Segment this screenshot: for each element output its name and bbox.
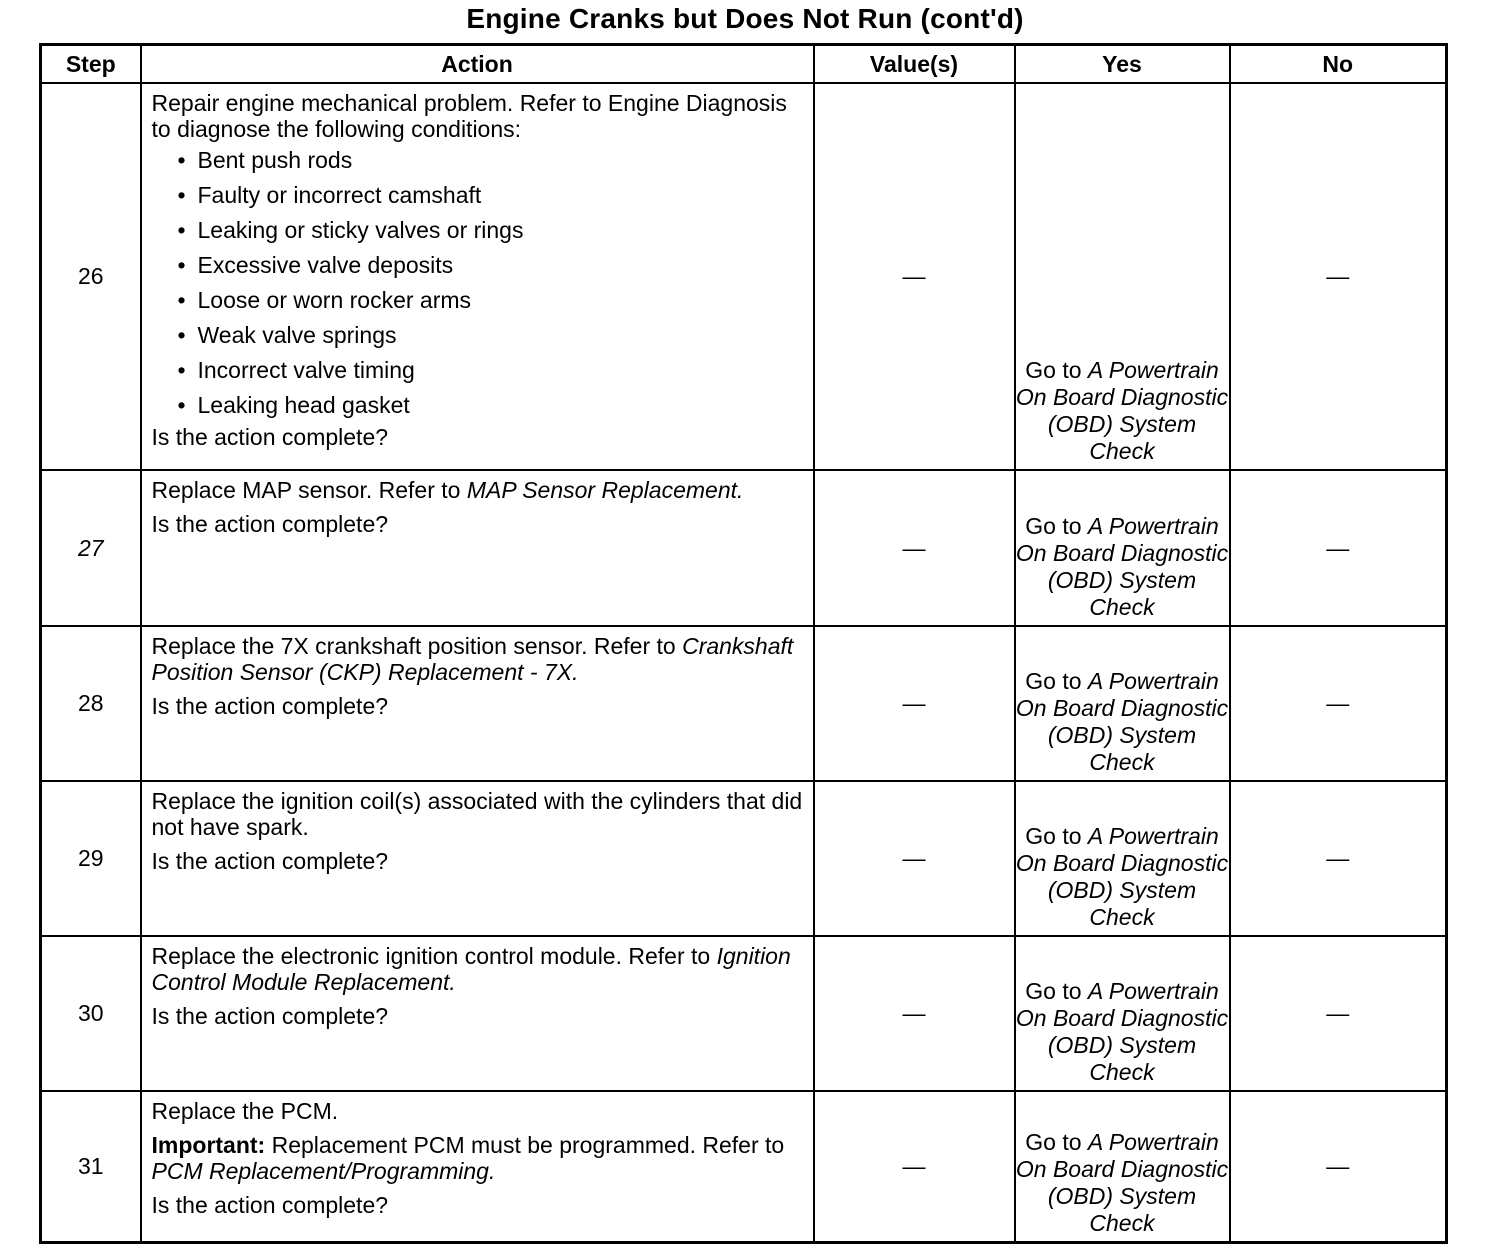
table-row bbox=[41, 781, 1447, 936]
action-cell bbox=[141, 936, 814, 1091]
important-text: Replacement PCM must be programmed. Refer to bbox=[265, 1132, 785, 1158]
yes-go-to: Go to bbox=[1025, 823, 1088, 849]
action-cell bbox=[141, 781, 814, 936]
yes-go-to: Go to bbox=[1025, 668, 1088, 694]
yes-cell bbox=[1015, 936, 1230, 1091]
values-cell: — bbox=[814, 626, 1015, 781]
table-row bbox=[41, 470, 1447, 626]
list-item-text: Faulty or incorrect camshaft bbox=[197, 182, 482, 208]
action-text-main: Replace the 7X crankshaft position sensor. Refer to bbox=[151, 633, 683, 659]
list-item bbox=[178, 182, 805, 208]
bullet-icon: • bbox=[177, 182, 186, 208]
action-question: Is the action complete? bbox=[151, 693, 389, 719]
table-row bbox=[41, 626, 1447, 781]
list-item bbox=[178, 392, 805, 418]
list-item bbox=[178, 217, 805, 243]
action-reference: Ignition Control Module Replacement. bbox=[151, 943, 791, 995]
action-reference: MAP Sensor Replacement. bbox=[466, 477, 744, 503]
yes-reference: A Powertrain On Board Diagnostic (OBD) System Check bbox=[1015, 357, 1229, 464]
yes-go-to: Go to bbox=[1025, 1129, 1088, 1155]
yes-reference: A Powertrain On Board Diagnostic (OBD) System Check bbox=[1015, 1129, 1229, 1236]
action-question: Is the action complete? bbox=[151, 1003, 389, 1029]
diagnostic-table bbox=[39, 43, 1448, 1244]
important-note bbox=[152, 1132, 805, 1184]
no-cell: — bbox=[1230, 781, 1447, 936]
list-item-text: Weak valve springs bbox=[197, 322, 397, 348]
action-reference: PCM Replacement/Programming. bbox=[151, 1158, 496, 1184]
action-cell bbox=[141, 470, 814, 626]
values-cell: — bbox=[814, 470, 1015, 626]
action-reference: Crankshaft Position Sensor (CKP) Replacement - 7X. bbox=[151, 633, 794, 685]
yes-go-to: Go to bbox=[1025, 357, 1088, 383]
values-cell: — bbox=[814, 936, 1015, 1091]
step-number: 30 bbox=[41, 936, 141, 1091]
action-text: Repair engine mechanical problem. Refer to Engine Diagnosis to diagnose the following conditions: bbox=[151, 90, 787, 142]
yes-go-to: Go to bbox=[1025, 978, 1088, 1004]
column-header-values: Value(s) bbox=[814, 45, 1015, 84]
table-row bbox=[41, 1091, 1447, 1243]
action-text: Replace the PCM. bbox=[151, 1098, 339, 1124]
table-row bbox=[41, 83, 1447, 470]
action-text-main: Replace MAP sensor. Refer to bbox=[151, 477, 467, 503]
yes-cell bbox=[1015, 1091, 1230, 1243]
bullet-icon: • bbox=[177, 392, 186, 418]
action-question: Is the action complete? bbox=[151, 848, 389, 874]
list-item-text: Loose or worn rocker arms bbox=[197, 287, 472, 313]
action-question: Is the action complete? bbox=[151, 1192, 389, 1218]
bullet-icon: • bbox=[177, 147, 186, 173]
yes-reference: A Powertrain On Board Diagnostic (OBD) System Check bbox=[1015, 823, 1229, 930]
list-item-text: Leaking head gasket bbox=[197, 392, 410, 418]
action-text bbox=[152, 943, 805, 995]
yes-cell bbox=[1015, 781, 1230, 936]
action-text bbox=[152, 477, 805, 503]
list-item-text: Leaking or sticky valves or rings bbox=[197, 217, 524, 243]
values-cell: — bbox=[814, 781, 1015, 936]
action-cell bbox=[141, 83, 814, 470]
list-item bbox=[178, 357, 805, 383]
list-item-text: Excessive valve deposits bbox=[197, 252, 454, 278]
action-question: Is the action complete? bbox=[151, 511, 389, 537]
action-text bbox=[152, 633, 805, 685]
yes-reference: A Powertrain On Board Diagnostic (OBD) System Check bbox=[1015, 978, 1229, 1085]
step-number: 27 bbox=[41, 470, 141, 626]
step-number: 31 bbox=[41, 1091, 141, 1243]
bullet-icon: • bbox=[177, 357, 186, 383]
table-row bbox=[41, 936, 1447, 1091]
header-row bbox=[41, 45, 1447, 84]
action-cell bbox=[141, 1091, 814, 1243]
important-label: Important: bbox=[151, 1132, 266, 1158]
page-title: Engine Cranks but Does Not Run (cont'd) bbox=[466, 3, 1024, 34]
action-text-main: Replace the electronic ignition control module. Refer to bbox=[151, 943, 717, 969]
step-number: 29 bbox=[41, 781, 141, 936]
yes-reference: A Powertrain On Board Diagnostic (OBD) System Check bbox=[1015, 668, 1229, 775]
list-item bbox=[178, 322, 805, 348]
column-header-step: Step bbox=[41, 45, 141, 84]
bullet-icon: • bbox=[177, 252, 186, 278]
yes-go-to: Go to bbox=[1025, 513, 1088, 539]
action-question: Is the action complete? bbox=[151, 424, 389, 450]
no-cell: — bbox=[1230, 470, 1447, 626]
bullet-icon: • bbox=[177, 217, 186, 243]
bullet-icon: • bbox=[177, 287, 186, 313]
column-header-no: No bbox=[1230, 45, 1447, 84]
list-item bbox=[178, 147, 805, 173]
condition-list bbox=[152, 147, 805, 418]
values-cell: — bbox=[814, 83, 1015, 470]
step-number: 26 bbox=[41, 83, 141, 470]
action-text: Replace the ignition coil(s) associated with the cylinders that did not have spark. bbox=[151, 788, 803, 840]
action-cell bbox=[141, 626, 814, 781]
column-header-action: Action bbox=[141, 45, 814, 84]
list-item bbox=[178, 252, 805, 278]
list-item-text: Incorrect valve timing bbox=[197, 357, 415, 383]
list-item-text: Bent push rods bbox=[197, 147, 353, 173]
list-item bbox=[178, 287, 805, 313]
step-number: 28 bbox=[41, 626, 141, 781]
bullet-icon: • bbox=[177, 322, 186, 348]
values-cell: — bbox=[814, 1091, 1015, 1243]
no-cell: — bbox=[1230, 1091, 1447, 1243]
no-cell: — bbox=[1230, 83, 1447, 470]
no-cell: — bbox=[1230, 626, 1447, 781]
yes-cell bbox=[1015, 626, 1230, 781]
yes-cell bbox=[1015, 83, 1230, 470]
yes-cell bbox=[1015, 470, 1230, 626]
column-header-yes: Yes bbox=[1015, 45, 1230, 84]
no-cell: — bbox=[1230, 936, 1447, 1091]
yes-reference: A Powertrain On Board Diagnostic (OBD) System Check bbox=[1015, 513, 1229, 620]
